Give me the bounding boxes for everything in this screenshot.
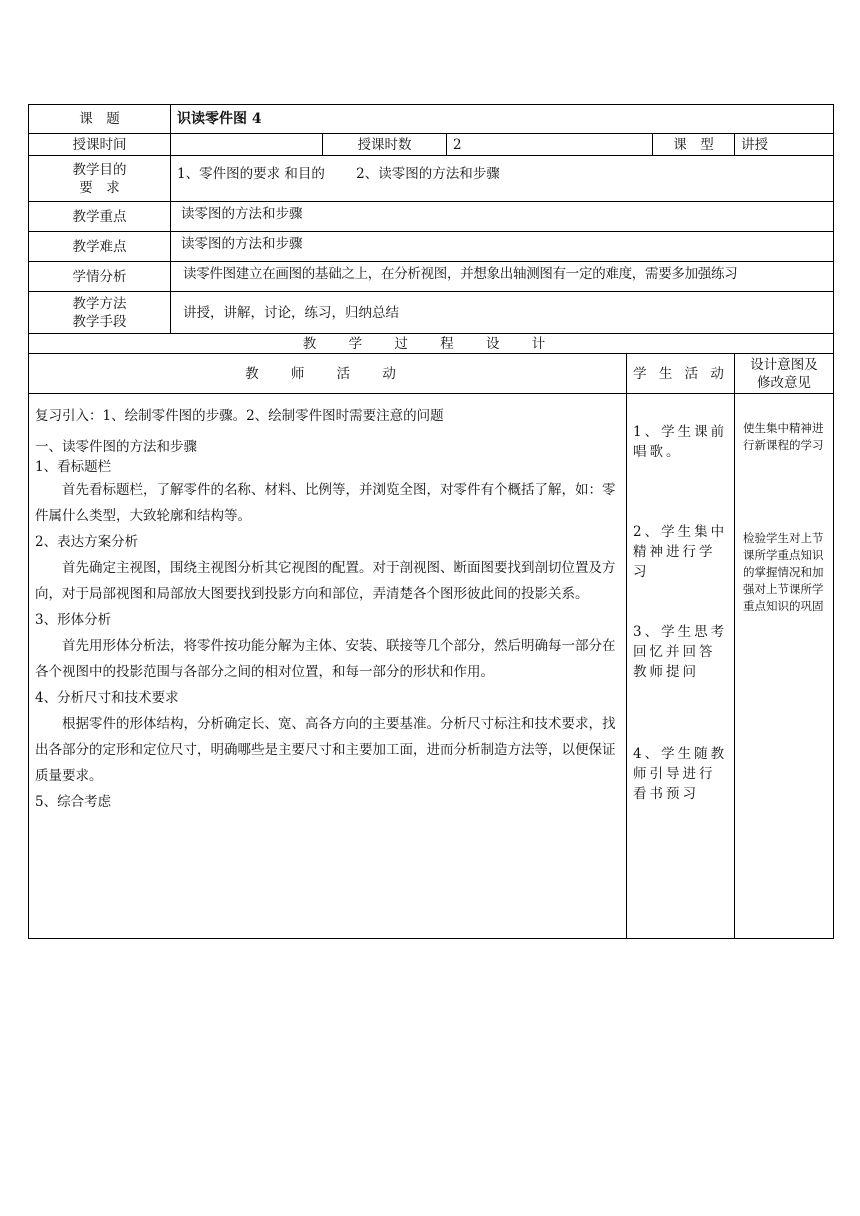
hours-value: 2 [447, 134, 653, 156]
teacher-header: 教 师 活 动 [29, 354, 627, 394]
student-activity [627, 394, 735, 939]
design-note-2: 检验学生对上节课所学重点知识的掌握情况和加强对上节课所学重点知识的巩固 [743, 531, 824, 613]
goal-value: 1、零件图的要求 和目的 2、读零图的方法和步骤 [171, 156, 834, 202]
teacher-activity [29, 394, 627, 939]
student-header: 学 生 活 动 [627, 354, 735, 394]
type-value: 讲授 [735, 134, 834, 156]
method-label-line1: 教学方法 [72, 295, 127, 312]
s4-body: 根据零件的形体结构，分析确定长、宽、高各方向的主要基准。分析尺寸标注和技术要求，找出各部分的定形和定位尺寸，明确哪些是主要尺寸和主要加工面，进而分析制造方法等，以便保证质量要求。 [35, 716, 616, 784]
s3-body: 首先用形体分析法，将零件按功能分解为主体、安装、联接等几个部分，然后明确每一部分在各个视图中的投影范围与各部分之间的相对位置，和每一部分的形状和作用。 [35, 638, 616, 680]
process-title: 教 学 过 程 设 计 [29, 334, 834, 354]
design-header [735, 354, 834, 394]
lesson-plan [28, 104, 833, 939]
lesson-plan-table [28, 104, 834, 939]
s4-title: 4、分析尺寸和技术要求 [35, 690, 179, 706]
analysis-value: 读零件图建立在画图的基础之上，在分析视图，并想象出轴测图有一定的难度，需要多加强练习 [171, 262, 834, 292]
design-notes [735, 394, 834, 939]
key-value: 读零图的方法和步骤 [171, 202, 834, 232]
difficult-label: 教学难点 [29, 232, 171, 262]
goal-label [29, 156, 171, 202]
hours-label: 授课时数 [323, 134, 447, 156]
method-label [29, 292, 171, 334]
s2-body: 首先确定主视图，围绕主视图分析其它视图的配置。对于剖视图、断面图要找到剖切位置及方向，对于局部视图和局部放大图要找到投影方向和部位，弄清楚各个图形彼此间的投影关系。 [35, 560, 616, 602]
s1-title: 1、看标题栏 [35, 459, 112, 475]
key-label: 教学重点 [29, 202, 171, 232]
design-header-line2: 修改意见 [757, 374, 812, 391]
time-label: 授课时间 [29, 134, 171, 156]
difficult-value: 读零图的方法和步骤 [171, 232, 834, 262]
review-text: 复习引入：1、绘制零件图的步骤。2、绘制零件图时需要注意的问题 [35, 408, 444, 424]
s2-title: 2、表达方案分析 [35, 534, 139, 550]
goal-label-line1: 教学目的 [72, 161, 127, 178]
method-label-line2: 教学手段 [72, 313, 127, 330]
section-title: 一、读零件图的方法和步骤 [35, 439, 197, 455]
type-label: 课 型 [653, 134, 735, 156]
method-value: 讲授，讲解，讨论，练习，归纳总结 [171, 292, 834, 334]
s5-title: 5、综合考虑 [35, 794, 112, 810]
topic-label: 课 题 [29, 105, 171, 134]
student-item-1: 1、学生课前唱歌。 [633, 424, 728, 460]
topic-value: 识读零件图 4 [171, 105, 834, 134]
student-item-4: 4、学生随教师引导进行看书预习 [633, 746, 728, 802]
goal-label-line2: 要 求 [79, 179, 120, 196]
s3-title: 3、形体分析 [35, 612, 112, 628]
s1-body: 首先看标题栏，了解零件的名称、材料、比例等，并浏览全图，对零件有个概括了解，如：零件属什么类型，大致轮廓和结构等。 [35, 482, 616, 524]
design-note-1: 使生集中精神进行新课程的学习 [743, 421, 824, 452]
design-header-line1: 设计意图及 [750, 356, 818, 373]
time-value [171, 134, 323, 156]
student-item-2: 2、学生集中精神进行学习 [633, 524, 728, 580]
student-item-3: 3、学生思考回忆并回答教师提问 [633, 624, 728, 680]
analysis-label: 学情分析 [29, 262, 171, 292]
